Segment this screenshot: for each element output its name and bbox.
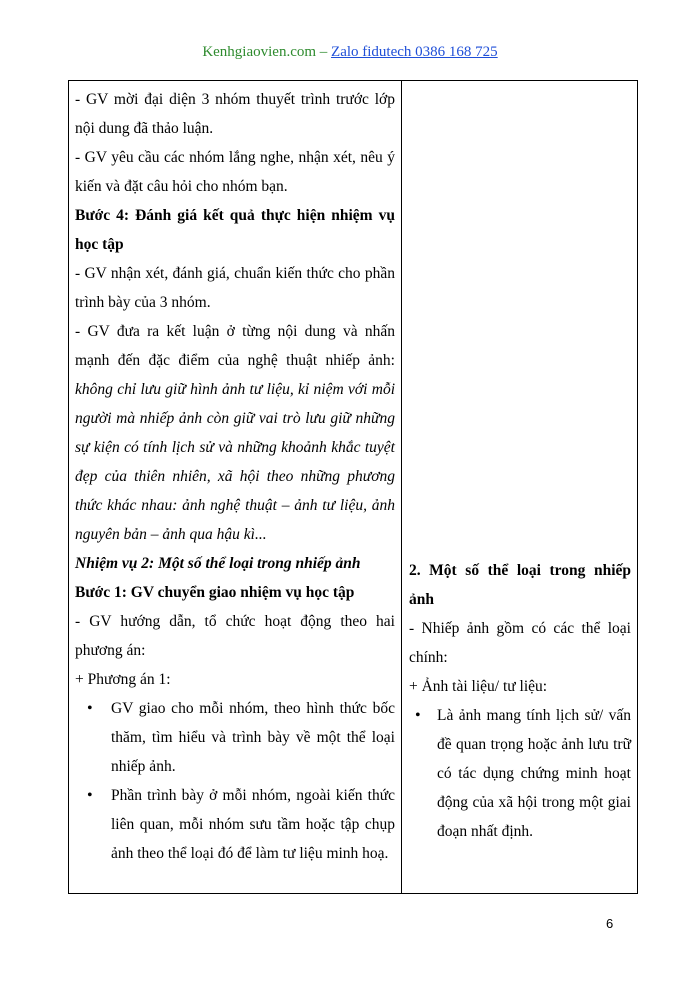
paragraph: + Ảnh tài liệu/ tư liệu: xyxy=(409,678,548,695)
conclusion-text: - GV đưa ra kết luận ở từng nội dung và nhấn mạnh đến đặc điểm của nghệ thuật nhiếp ảnh: xyxy=(75,323,395,369)
paragraph: - GV yêu cầu các nhóm lắng nghe, nhận xét, nêu ý kiến và đặt câu hỏi cho nhóm bạn. xyxy=(75,149,395,195)
bullet-list xyxy=(75,694,395,868)
bullet-list xyxy=(409,701,631,846)
list-item: • GV giao cho mỗi nhóm, theo hình thức bốc thăm, tìm hiểu và trình bày về một thể loại nhiếp ảnh. xyxy=(75,694,395,781)
paragraph xyxy=(75,317,395,549)
paragraph: - GV mời đại diện 3 nhóm thuyết trình trước lớp nội dung đã thảo luận. xyxy=(75,91,395,137)
list-item: • Là ảnh mang tính lịch sử/ vấn đề quan trọng hoặc ảnh lưu trữ có tác dụng chứng minh hoạt động của xã hội trong một giai đoạn nhất định. xyxy=(409,701,631,846)
section-heading: 2. Một số thể loại trong nhiếp ảnh xyxy=(409,562,631,608)
step-1-heading: Bước 1: GV chuyển giao nhiệm vụ học tập xyxy=(75,584,355,601)
site-name[interactable]: Kenhgiaovien.com xyxy=(202,44,317,60)
content-column xyxy=(409,556,631,846)
contact-link[interactable]: Zalo fidutech 0386 168 725 xyxy=(331,44,498,60)
paragraph: + Phương án 1: xyxy=(75,671,171,688)
task-2-heading: Nhiệm vụ 2: Một số thể loại trong nhiếp ảnh xyxy=(75,555,361,572)
header-separator: – xyxy=(319,44,328,60)
page-number: 6 xyxy=(606,916,614,931)
list-item: • Phần trình bày ở mỗi nhóm, ngoài kiến thức liên quan, mỗi nhóm sưu tầm hoặc tập chụp ảnh theo thể loại đó để làm tư liệu minh hoạ. xyxy=(75,781,395,868)
conclusion-italic: không chỉ lưu giữ hình ảnh tư liệu, kỉ niệm với mỗi người mà nhiếp ảnh còn giữ vai trò lưu giữ những sự kiện có tính lịch sử và những khoảnh khắc tuyệt đẹp của thiên nhiên, xã hội theo những phương thức khác nhau: ảnh nghệ thuật – ảnh tư liệu, ảnh nguyên bản – ảnh qua hậu kì... xyxy=(75,381,395,543)
column-divider xyxy=(401,81,402,893)
teacher-activity-column xyxy=(75,85,395,868)
paragraph: - GV nhận xét, đánh giá, chuẩn kiến thức cho phần trình bày của 3 nhóm. xyxy=(75,265,395,311)
step-4-heading: Bước 4: Đánh giá kết quả thực hiện nhiệm vụ học tập xyxy=(75,207,395,253)
paragraph: - GV hướng dẫn, tổ chức hoạt động theo hai phương án: xyxy=(75,613,395,659)
page-header xyxy=(0,44,700,61)
paragraph: - Nhiếp ảnh gồm có các thể loại chính: xyxy=(409,620,631,666)
lesson-table xyxy=(68,80,638,894)
